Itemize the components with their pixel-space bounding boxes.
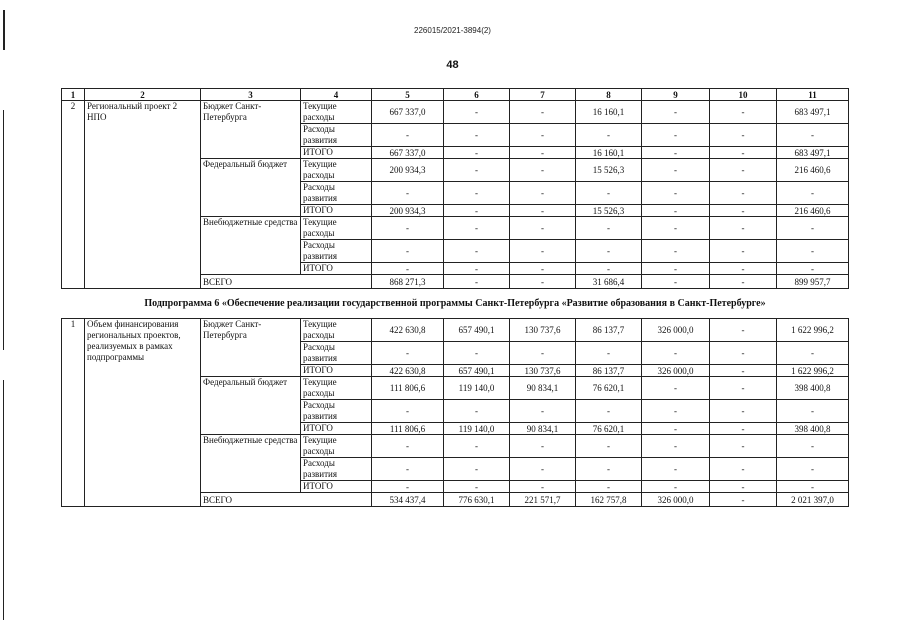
expense-type: Текущие расходы	[301, 159, 372, 182]
value-cell: -	[576, 342, 642, 365]
value-cell: 200 934,3	[372, 205, 444, 217]
value-cell: -	[510, 263, 576, 275]
value-cell: 683 497,1	[777, 147, 849, 159]
expense-type: Расходы развития	[301, 124, 372, 147]
value-cell: -	[777, 124, 849, 147]
value-cell: -	[642, 240, 710, 263]
value-cell: 667 337,0	[372, 147, 444, 159]
value-cell: 86 137,7	[576, 319, 642, 342]
column-header: 7	[510, 89, 576, 101]
value-cell: -	[710, 423, 777, 435]
value-cell: -	[642, 400, 710, 423]
value-cell: -	[510, 101, 576, 124]
value-cell: -	[372, 342, 444, 365]
value-cell: -	[642, 182, 710, 205]
value-cell: -	[642, 147, 710, 159]
expense-type: Расходы развития	[301, 400, 372, 423]
column-header: 2	[85, 89, 201, 101]
total-value-cell: 534 437,4	[372, 493, 444, 507]
value-cell: 422 630,8	[372, 319, 444, 342]
value-cell: -	[777, 342, 849, 365]
value-cell: -	[777, 182, 849, 205]
expense-type: ИТОГО	[301, 205, 372, 217]
subprogram-row	[62, 289, 849, 319]
value-cell: 130 737,6	[510, 319, 576, 342]
value-cell: -	[444, 240, 510, 263]
table-row	[62, 101, 849, 124]
value-cell: -	[642, 217, 710, 240]
value-cell: -	[444, 205, 510, 217]
expense-type: Расходы развития	[301, 182, 372, 205]
value-cell: 15 526,3	[576, 205, 642, 217]
value-cell: -	[710, 400, 777, 423]
value-cell: 90 834,1	[510, 377, 576, 400]
value-cell: -	[444, 458, 510, 481]
value-cell: 111 806,6	[372, 423, 444, 435]
row-number: 1	[62, 319, 85, 507]
value-cell: -	[444, 217, 510, 240]
value-cell: -	[710, 458, 777, 481]
scan-margin-mark	[3, 110, 4, 350]
funding-source: Бюджет Санкт-Петербурга	[201, 319, 301, 377]
value-cell: -	[642, 205, 710, 217]
value-cell: -	[510, 240, 576, 263]
total-value-cell: -	[710, 493, 777, 507]
expense-type: ИТОГО	[301, 365, 372, 377]
total-value-cell: -	[444, 275, 510, 289]
column-header: 4	[301, 89, 372, 101]
value-cell: -	[642, 435, 710, 458]
value-cell: -	[510, 481, 576, 493]
value-cell: -	[576, 481, 642, 493]
value-cell: 119 140,0	[444, 377, 510, 400]
value-cell: -	[642, 124, 710, 147]
value-cell: -	[576, 240, 642, 263]
value-cell: -	[642, 458, 710, 481]
value-cell: -	[710, 217, 777, 240]
value-cell: -	[710, 182, 777, 205]
expense-type: ИТОГО	[301, 263, 372, 275]
total-label: ВСЕГО	[201, 493, 372, 507]
value-cell: -	[777, 240, 849, 263]
total-value-cell: 162 757,8	[576, 493, 642, 507]
total-value-cell: 2 021 397,0	[777, 493, 849, 507]
value-cell: 76 620,1	[576, 377, 642, 400]
value-cell: -	[710, 435, 777, 458]
value-cell: -	[576, 217, 642, 240]
budget-table	[61, 88, 849, 507]
value-cell: 657 490,1	[444, 365, 510, 377]
table-row	[62, 319, 849, 342]
total-value-cell: -	[510, 275, 576, 289]
value-cell: -	[444, 400, 510, 423]
value-cell: -	[710, 342, 777, 365]
value-cell: -	[642, 481, 710, 493]
document-id: 226015/2021-3894(2)	[414, 26, 491, 35]
expense-type: Расходы развития	[301, 458, 372, 481]
value-cell: -	[444, 159, 510, 182]
scan-margin-mark	[3, 380, 4, 620]
value-cell: 657 490,1	[444, 319, 510, 342]
value-cell: 398 400,8	[777, 377, 849, 400]
table-header-row	[62, 89, 849, 101]
column-header: 10	[710, 89, 777, 101]
value-cell: 15 526,3	[576, 159, 642, 182]
value-cell: -	[510, 217, 576, 240]
value-cell: 326 000,0	[642, 365, 710, 377]
value-cell: -	[710, 365, 777, 377]
total-value-cell: -	[642, 275, 710, 289]
value-cell: -	[510, 159, 576, 182]
value-cell: -	[642, 423, 710, 435]
funding-source: Внебюджетные средства	[201, 217, 301, 275]
total-value-cell: 31 686,4	[576, 275, 642, 289]
total-value-cell: 776 630,1	[444, 493, 510, 507]
value-cell: 1 622 996,2	[777, 365, 849, 377]
value-cell: 216 460,6	[777, 205, 849, 217]
value-cell: -	[444, 435, 510, 458]
project-name: Объем финансирования региональных проектов, реализуемых в рамках подпрограммы	[85, 319, 201, 507]
value-cell: -	[372, 263, 444, 275]
value-cell: -	[510, 435, 576, 458]
value-cell: -	[444, 263, 510, 275]
value-cell: -	[710, 263, 777, 275]
value-cell: 86 137,7	[576, 365, 642, 377]
column-header: 6	[444, 89, 510, 101]
value-cell: -	[372, 182, 444, 205]
column-header: 5	[372, 89, 444, 101]
funding-source: Федеральный бюджет	[201, 159, 301, 217]
value-cell: -	[642, 342, 710, 365]
expense-type: Расходы развития	[301, 342, 372, 365]
value-cell: -	[444, 124, 510, 147]
value-cell: -	[642, 101, 710, 124]
value-cell: 16 160,1	[576, 147, 642, 159]
expense-type: Текущие расходы	[301, 377, 372, 400]
value-cell: -	[372, 435, 444, 458]
value-cell: -	[372, 240, 444, 263]
column-header: 8	[576, 89, 642, 101]
expense-type: ИТОГО	[301, 423, 372, 435]
value-cell: -	[372, 400, 444, 423]
project-name: Региональный проект 2 НПО	[85, 101, 201, 289]
total-value-cell: 868 271,3	[372, 275, 444, 289]
total-label: ВСЕГО	[201, 275, 372, 289]
value-cell: -	[510, 342, 576, 365]
value-cell: 119 140,0	[444, 423, 510, 435]
total-value-cell: -	[710, 275, 777, 289]
column-header: 11	[777, 89, 849, 101]
value-cell: -	[372, 124, 444, 147]
value-cell: 398 400,8	[777, 423, 849, 435]
subprogram-title: Подпрограмма 6 «Обеспечение реализации государственной программы Санкт-Петербурга «Развитие образования в Санкт-Петербурге»	[62, 289, 849, 319]
value-cell: -	[777, 217, 849, 240]
value-cell: -	[642, 377, 710, 400]
value-cell: 326 000,0	[642, 319, 710, 342]
column-header: 1	[62, 89, 85, 101]
value-cell: -	[576, 435, 642, 458]
value-cell: -	[510, 458, 576, 481]
value-cell: -	[710, 159, 777, 182]
page-number: 48	[446, 59, 459, 71]
value-cell: -	[444, 481, 510, 493]
value-cell: -	[576, 124, 642, 147]
value-cell: -	[777, 481, 849, 493]
value-cell: -	[510, 182, 576, 205]
value-cell: -	[510, 124, 576, 147]
value-cell: -	[444, 182, 510, 205]
value-cell: 422 630,8	[372, 365, 444, 377]
value-cell: -	[576, 263, 642, 275]
value-cell: 90 834,1	[510, 423, 576, 435]
value-cell: -	[576, 182, 642, 205]
expense-type: Текущие расходы	[301, 217, 372, 240]
value-cell: -	[510, 147, 576, 159]
value-cell: -	[710, 205, 777, 217]
row-number: 2	[62, 101, 85, 289]
value-cell: 667 337,0	[372, 101, 444, 124]
value-cell: -	[777, 458, 849, 481]
expense-type: Текущие расходы	[301, 435, 372, 458]
value-cell: -	[710, 377, 777, 400]
value-cell: -	[642, 263, 710, 275]
total-value-cell: 899 957,7	[777, 275, 849, 289]
value-cell: -	[777, 435, 849, 458]
value-cell: -	[510, 400, 576, 423]
value-cell: 200 934,3	[372, 159, 444, 182]
expense-type: Текущие расходы	[301, 319, 372, 342]
expense-type: Текущие расходы	[301, 101, 372, 124]
column-header: 9	[642, 89, 710, 101]
value-cell: -	[576, 458, 642, 481]
value-cell: -	[710, 124, 777, 147]
value-cell: -	[710, 319, 777, 342]
column-header: 3	[201, 89, 301, 101]
funding-source: Федеральный бюджет	[201, 377, 301, 435]
expense-type: Расходы развития	[301, 240, 372, 263]
value-cell: -	[710, 481, 777, 493]
expense-type: ИТОГО	[301, 481, 372, 493]
value-cell: -	[642, 159, 710, 182]
value-cell: -	[444, 342, 510, 365]
funding-source: Бюджет Санкт-Петербурга	[201, 101, 301, 159]
value-cell: -	[510, 205, 576, 217]
value-cell: -	[710, 240, 777, 263]
value-cell: -	[372, 481, 444, 493]
value-cell: 76 620,1	[576, 423, 642, 435]
value-cell: 130 737,6	[510, 365, 576, 377]
value-cell: 216 460,6	[777, 159, 849, 182]
total-value-cell: 221 571,7	[510, 493, 576, 507]
value-cell: -	[444, 147, 510, 159]
value-cell: 1 622 996,2	[777, 319, 849, 342]
expense-type: ИТОГО	[301, 147, 372, 159]
value-cell: 111 806,6	[372, 377, 444, 400]
value-cell: -	[710, 147, 777, 159]
value-cell: -	[372, 458, 444, 481]
value-cell: -	[777, 400, 849, 423]
value-cell: 683 497,1	[777, 101, 849, 124]
value-cell: -	[444, 101, 510, 124]
value-cell: -	[372, 217, 444, 240]
value-cell: -	[576, 400, 642, 423]
total-value-cell: 326 000,0	[642, 493, 710, 507]
value-cell: -	[777, 263, 849, 275]
funding-source: Внебюджетные средства	[201, 435, 301, 493]
value-cell: -	[710, 101, 777, 124]
value-cell: 16 160,1	[576, 101, 642, 124]
